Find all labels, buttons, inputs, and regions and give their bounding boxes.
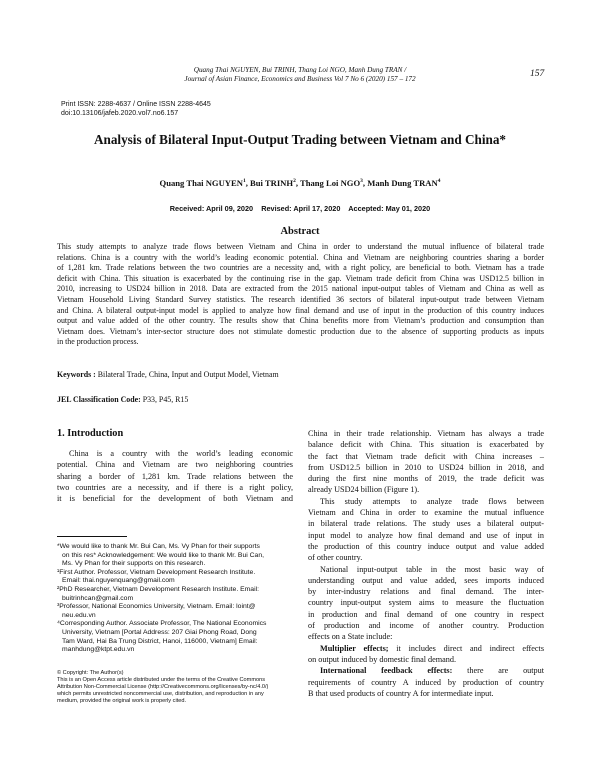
jel-classification — [57, 395, 188, 404]
text-line: during the first nine months of 2019, the trade deficit was — [308, 474, 544, 484]
author-affiliation-mark: 4 — [437, 178, 441, 185]
author-affiliation-mark: 3 — [360, 178, 363, 185]
revised-date: Revised: April 17, 2020 — [261, 204, 341, 213]
text-fragment: it includes direct and indirect effects — [388, 643, 544, 653]
intro-paragraph-1 — [57, 448, 293, 504]
footnote-line: ¹First Author. Professor, Vietnam Development Research Institute. — [57, 568, 256, 576]
abstract-heading: Abstract — [280, 226, 320, 237]
author-name: Manh Dung TRAN — [367, 178, 438, 188]
text-line — [308, 643, 544, 654]
copyright-line: © Copyright: The Author(s) — [57, 670, 124, 676]
jel-codes: P33, P45, R15 — [140, 395, 189, 404]
text-line: of production and income of another country. Production — [308, 621, 544, 631]
jel-label: JEL Classification Code: — [57, 395, 141, 404]
author-affiliation-mark: 2 — [293, 178, 296, 185]
page-number: 157 — [530, 69, 545, 79]
intro-paragraph-1-cont — [308, 428, 544, 496]
abstract-line: in the production process. — [57, 337, 139, 347]
license-line: medium, provided the original work is properly cited. — [57, 698, 187, 705]
license-line: This is an Open Access article distributed under the terms of the Creative Commons — [57, 677, 265, 684]
text-line: input model to analyze how final demand and use of input in — [308, 530, 544, 540]
issn-block — [61, 101, 211, 118]
text-line: two countries are a necessity, and if there is a right policy, — [57, 482, 293, 492]
author-affiliation-mark: 1 — [242, 178, 246, 185]
footnote-divider — [57, 536, 127, 537]
footnote-line: *We would like to thank Mr. Bui Can, Ms. Vy Phan for their supports — [57, 543, 260, 550]
abstract-line: of 1,281 km. Trade relations between the two countries are a necessity and, with a right policy, are beneficial to both. Vietnam has a trade — [57, 263, 544, 273]
intro-paragraph-2 — [308, 496, 544, 564]
text-line: effects on a State include: — [308, 632, 393, 642]
abstract-line: Vietnam does. Vietnam’s inter-sector structure does not stimulate domestic production due to the absence of supporting products as inputs — [57, 326, 544, 336]
running-head-journal: Journal of Asian Finance, Economics and Business Vol 7 No 6 (2020) 157 – 172 — [184, 75, 416, 83]
feedback-effects-label: International feedback effects: — [320, 666, 453, 676]
text-line: requirements of country A induced by production of country — [308, 677, 544, 687]
keywords-text: Bilateral Trade, China, Input and Output Model, Vietnam — [95, 370, 279, 379]
abstract-body — [57, 242, 544, 348]
footnote-line: ²PhD Researcher, Vietnam Development Research Institute. Email: — [57, 585, 259, 593]
footnote-line: Ms. Vy Phan for their supports on this research. — [62, 560, 206, 568]
abstract-line: relations. China is a country with the world’s leading economic potential. China and Vietnam are neighboring countries sharing a border — [57, 252, 544, 262]
keywords-label: Keywords : — [57, 370, 96, 379]
text-line: in production and final demand of one country in respect — [308, 609, 544, 619]
issn-line: Print ISSN: 2288-4637 / Online ISSN 2288-4645 — [61, 101, 211, 108]
text-line: understanding output and value added, sees imports induced — [308, 575, 544, 585]
introduction-heading: 1. Introduction — [57, 428, 124, 439]
text-line: the fact that Vietnam trade deficit with China increases – — [308, 451, 544, 461]
author-name: Thang Loi NGO — [299, 178, 361, 188]
text-line: China is a country with the world’s leading economic — [69, 449, 293, 458]
footnote-line: ⁴Corresponding Author. Associate Professor, The National Economics — [57, 620, 267, 628]
text-line: sharing a border of 1,281 km. Trade relations between the — [57, 471, 293, 481]
abstract-line: 2010, increasing to USD24 billion in 2018. Data are extracted from the 2015 national input-output tables of Vietnam and China as well as — [57, 284, 544, 294]
intro-paragraph-3 — [308, 564, 544, 643]
text-line: This study attempts to analyze trade flows between — [320, 496, 544, 506]
abstract-line: and China. A bilateral output-input model is applied to analyze how final demand and use of input in the production of this country induces — [57, 305, 544, 315]
footnote-line: on this res* Acknowledgement: We would like to thank Mr. Bui Can, — [62, 551, 264, 559]
license-line: Attribution Non-Commercial License (http://Creativecommons.org/licenses/by-nc/4.0/) — [57, 684, 269, 691]
multiplier-effects-label: Multiplier effects; — [320, 643, 389, 653]
license-line: which permits unrestricted noncommercial use, distribution, and reproduction in any — [57, 691, 264, 698]
received-date: Received: April 09, 2020 — [169, 204, 254, 213]
left-column — [57, 428, 293, 504]
text-line — [308, 665, 544, 676]
text-line: of other country. — [308, 553, 363, 563]
text-line: National input-output table in the most basic way of — [320, 564, 544, 574]
text-line: country input-output system aims to measure the fluctuation — [308, 598, 544, 608]
text-line: the production of this country induce output and value added — [308, 541, 544, 551]
abstract-line: output and value added of the other country. The results show that China benefits more from Vietnam’s production and consumption than — [57, 316, 544, 326]
text-line: potential. China and Vietnam are two neighboring countries — [57, 460, 293, 470]
doi-line: doi:10.13106/jafeb.2020.vol7.no6.157 — [61, 109, 179, 117]
author-name: Quang Thai NGUYEN — [159, 178, 243, 188]
footnote-line: neu.edu.vn — [62, 611, 96, 619]
abstract-line: Vietnam Household Living Standard Survey statistics. The research identified 36 sectors of bilateral input-output trade between Vietnam — [57, 294, 544, 304]
text-line: Vietnam and China in order to examine the mutual influence — [308, 508, 544, 518]
footnote-line: University, Vietnam [Portal Address: 207 Giai Phong Road, Dong — [62, 628, 257, 636]
submission-dates — [0, 204, 600, 213]
footnote-line: manhdung@ktpt.edu.vn — [62, 646, 135, 654]
text-line: balance deficit with China. This situation is exacerbated by — [308, 440, 544, 450]
text-line: on output induced by domestic final demand. — [308, 654, 457, 664]
footnotes — [57, 543, 297, 655]
running-head — [0, 66, 600, 84]
running-head-authors: Quang Thai NGUYEN, Bui TRINH, Thang Loi NGO, Manh Dung TRAN / — [193, 66, 407, 74]
license-notice — [57, 670, 297, 705]
text-line: in bilateral trade relations. The study uses a bilateral output- — [308, 519, 544, 529]
paper-title: Analysis of Bilateral Input-Output Trading between Vietnam and China* — [93, 132, 507, 147]
text-line: from USD12.5 billion in 2010 to USD24 billion in 2018, and — [308, 462, 544, 472]
text-fragment: there are output — [452, 666, 544, 676]
footnote-line: ³Professor, National Economics University, Vietnam. Email: loint@ — [57, 603, 256, 611]
author-list: Quang Thai NGUYEN$^1$, Bui TRINH$^2$, Thang Loi NGO$^3$, Manh Dung TRAN$^4$ — [159, 178, 441, 188]
abstract-line: This study attempts to analyze trade flows between Vietnam and China in order to understand the mutual influence of bilateral trade — [57, 242, 544, 251]
abstract-line: deficit with China. This situation is exacerbated by the continuing rise in the gap. Vietnam trade deficit from China was USD12.5 billion in — [57, 273, 544, 283]
right-column — [308, 428, 544, 699]
text-line: already USD24 billion (Figure 1). — [308, 485, 420, 495]
author-name: Bui TRINH — [249, 178, 294, 188]
text-line: China in their trade relationship. Vietnam has always a trade — [308, 429, 544, 438]
footnote-line: Email: thai.nguyenquang@gmail.com — [62, 577, 175, 585]
text-line: by inter-industry relations and final demand. The inter- — [308, 587, 544, 597]
text-line: it is beneficial for the development of both Vietnam and — [57, 494, 293, 504]
multiplier-effects-paragraph — [308, 643, 544, 666]
footnote-line: buitrinhcan@gmail.com — [62, 594, 134, 602]
accepted-date: Accepted: May 01, 2020 — [348, 204, 431, 213]
text-line: B that used products of country A for intermediate input. — [308, 688, 494, 698]
keywords — [57, 370, 279, 379]
feedback-effects-paragraph — [308, 665, 544, 699]
footnote-line: Tam Ward, Hai Ba Trung District, Hanoi, 116000, Vietnam] Email: — [62, 637, 258, 645]
